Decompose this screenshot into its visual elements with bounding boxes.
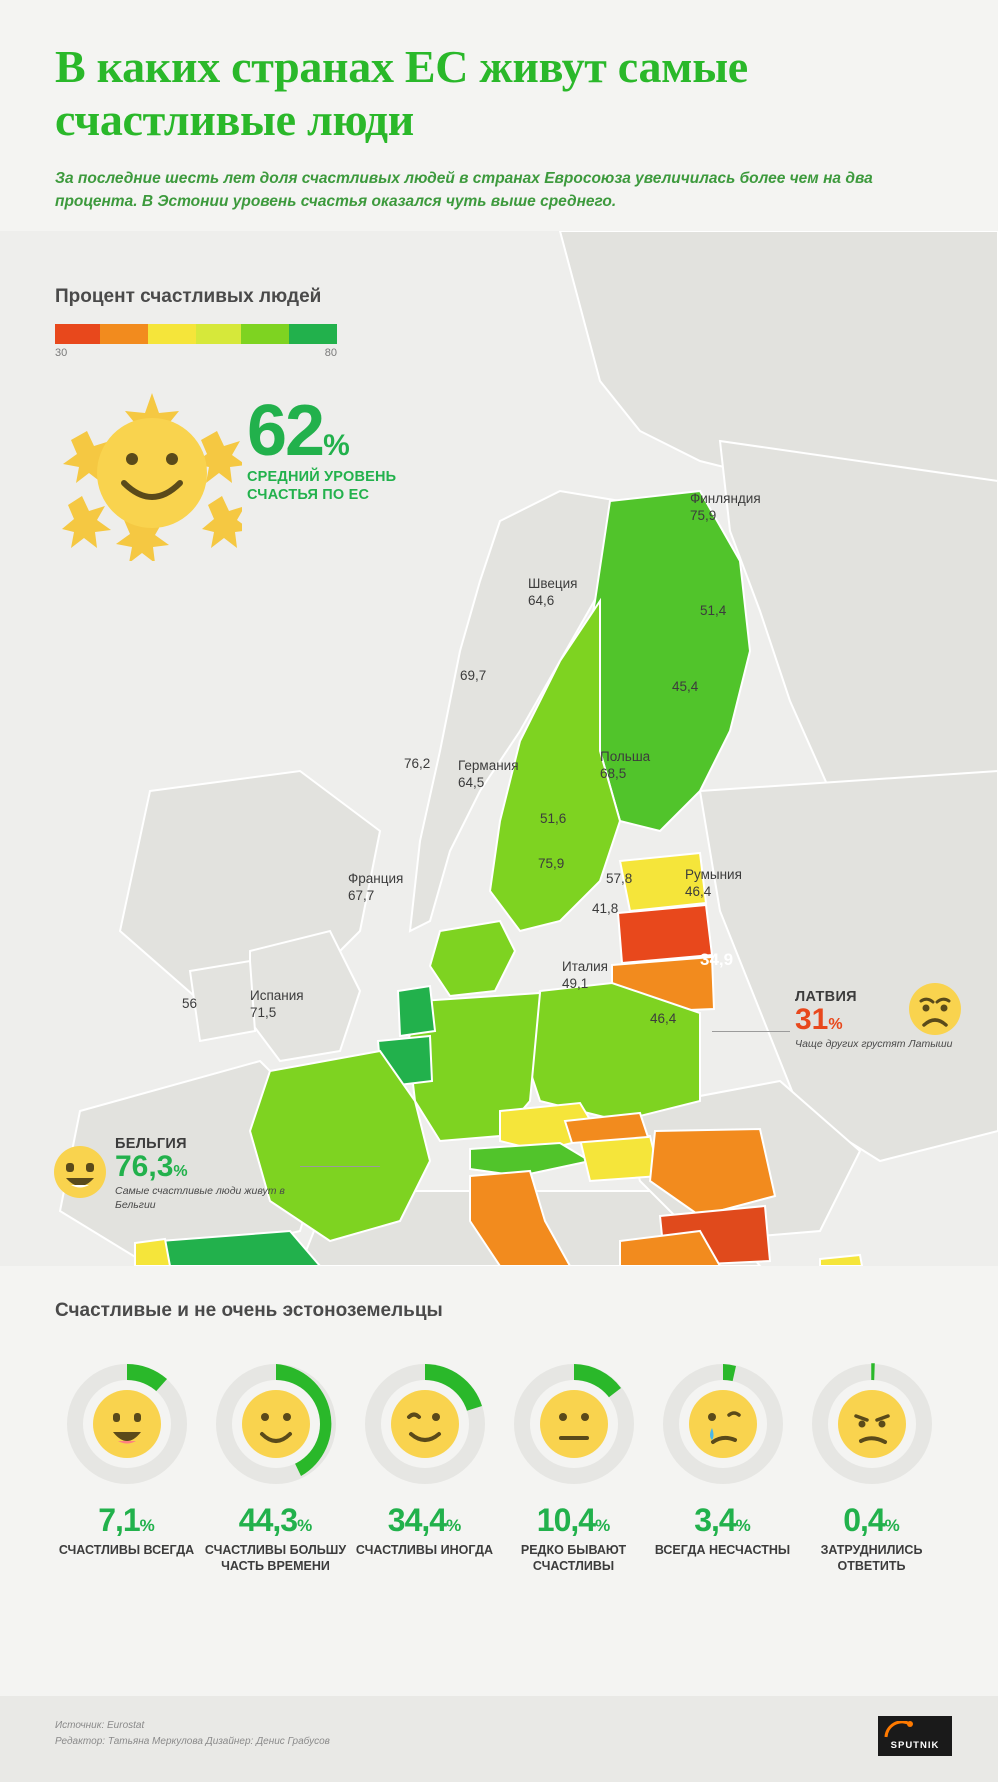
donut-item-most-of-time: [201, 1358, 350, 1574]
map-label-sweden: Швеция 64,6: [528, 576, 578, 609]
average-value: 62%: [247, 391, 350, 472]
map-label-france: Франция 67,7: [348, 871, 404, 904]
donut-value-3: 34,4%: [387, 1502, 462, 1538]
latvia-name: ЛАТВИЯ: [795, 989, 857, 1006]
donut-label-2: СЧАСТЛИВЫ БОЛЬШУ ЧАСТЬ ВРЕМЕНИ: [204, 1543, 347, 1573]
latvia-callout-line: [712, 1031, 790, 1032]
donut-value-6: 0,4%: [843, 1502, 900, 1538]
page-subtitle: За последние шесть лет доля счастливых людей в странах Евросоюза увеличилась более чем на два процента. В Эстонии уровень счастья оказался чуть выше среднего.: [55, 169, 873, 210]
estonia-happiness-section: [0, 1300, 998, 1660]
map-label-latvia-value: 45,4: [672, 679, 699, 695]
donut-label-1: СЧАСТЛИВЫ ВСЕГДА: [58, 1543, 195, 1557]
donut-row: [0, 1358, 998, 1574]
legend-max-label: 80: [324, 347, 337, 360]
donut-label-4: РЕДКО БЫВАЮТ СЧАСТЛИВЫ: [520, 1543, 627, 1573]
belgium-callout: [57, 1136, 307, 1212]
legend: [55, 286, 385, 361]
map-label-romania: Румыния 46,4: [685, 867, 742, 900]
belgium-name: БЕЛЬГИЯ: [115, 1136, 187, 1153]
map-label-poland: Польша 68,5: [600, 749, 651, 782]
belgium-desc: Самые счастливые люди живут в Бельгии: [115, 1185, 285, 1211]
average-stat: [247, 391, 397, 505]
donut-item-always-happy: [52, 1358, 201, 1574]
donut-label-3: СЧАСТЛИВЫ ИНОГДА: [355, 1543, 494, 1557]
legend-title: Процент счастливых людей: [55, 286, 322, 308]
legend-scale: [55, 347, 337, 361]
map-label-spain: Испания 71,5: [250, 988, 304, 1021]
belgium-callout-line: [300, 1166, 380, 1167]
map-label-portugal-value: 56: [182, 996, 198, 1012]
map-label-finland: Финляндия 75,9: [690, 491, 761, 524]
map-label-italy: Италия 49,1: [562, 959, 608, 992]
belgium-value: 76,3%: [115, 1150, 188, 1184]
header: [0, 0, 998, 213]
average-happiness-block: [62, 391, 482, 561]
donut-chart-4: [508, 1358, 640, 1490]
donut-chart-6: [806, 1358, 938, 1490]
average-caption: СРЕДНИЙ УРОВЕНЬ СЧАСТЬЯ ПО ЕС: [247, 469, 397, 504]
legend-min-label: 30: [55, 347, 68, 360]
donut-item-sometimes: [350, 1358, 499, 1574]
donut-item-no-answer: [797, 1358, 946, 1574]
donut-chart-5: [657, 1358, 789, 1490]
map-label-slovakia-value: 41,8: [592, 901, 619, 917]
europe-map: [0, 231, 998, 1266]
donut-value-2: 44,3%: [238, 1502, 313, 1538]
footer: [0, 1696, 998, 1782]
bottom-section-title: Счастливые и не очень эстоноземельцы: [55, 1300, 443, 1321]
donut-label-6: ЗАТРУДНИЛИСЬ ОТВЕТИТЬ: [820, 1543, 923, 1573]
sad-face-icon: [907, 981, 963, 1037]
latvia-callout: [795, 989, 970, 1052]
footer-source: Источник: Eurostat: [55, 1720, 145, 1731]
donut-item-always-unhappy: [648, 1358, 797, 1574]
sputnik-arc-icon: [884, 1721, 914, 1739]
donut-label-5: ВСЕГДА НЕСЧАСТНЫ: [654, 1543, 791, 1557]
map-label-germany: Германия 64,5: [458, 758, 519, 791]
map-svg: [0, 231, 998, 1266]
latvia-desc: Чаще других грустят Латыши: [795, 1038, 953, 1051]
map-label-greece-value: 46,4: [650, 1011, 677, 1027]
latvia-value: 31%: [795, 1003, 843, 1037]
sputnik-logo-text: SPUTNIK: [890, 1740, 940, 1751]
map-label-czechia-value: 51,6: [540, 811, 567, 827]
map-label-austria-value: 75,9: [538, 856, 565, 872]
donut-chart-3: [359, 1358, 491, 1490]
donut-value-4: 10,4%: [536, 1502, 611, 1538]
donut-value-5: 3,4%: [694, 1502, 751, 1538]
footer-editor: Редактор: Татьяна Меркулова Дизайнер: Денис Грабусов: [55, 1736, 330, 1747]
sputnik-logo[interactable]: [878, 1716, 952, 1756]
map-label-bulgaria-value: 34,9: [700, 950, 734, 970]
map-label-denmark-value: 69,7: [460, 668, 487, 684]
footer-credits: [55, 1718, 330, 1750]
legend-gradient-bar: [55, 324, 337, 344]
donut-value-1: 7,1%: [98, 1502, 155, 1538]
map-label-netherlands-value: 76,2: [404, 756, 431, 772]
page-title: В каких странах ЕС живут самые счастливые люди: [55, 41, 748, 146]
donut-chart-1: [61, 1358, 193, 1490]
map-label-hungary-value: 57,8: [606, 871, 633, 887]
donut-chart-2: [210, 1358, 342, 1490]
donut-item-rarely: [499, 1358, 648, 1574]
map-label-estonia-value: 51,4: [700, 603, 727, 619]
happy-face-icon: [52, 1144, 108, 1200]
sun-icon: [62, 391, 242, 561]
